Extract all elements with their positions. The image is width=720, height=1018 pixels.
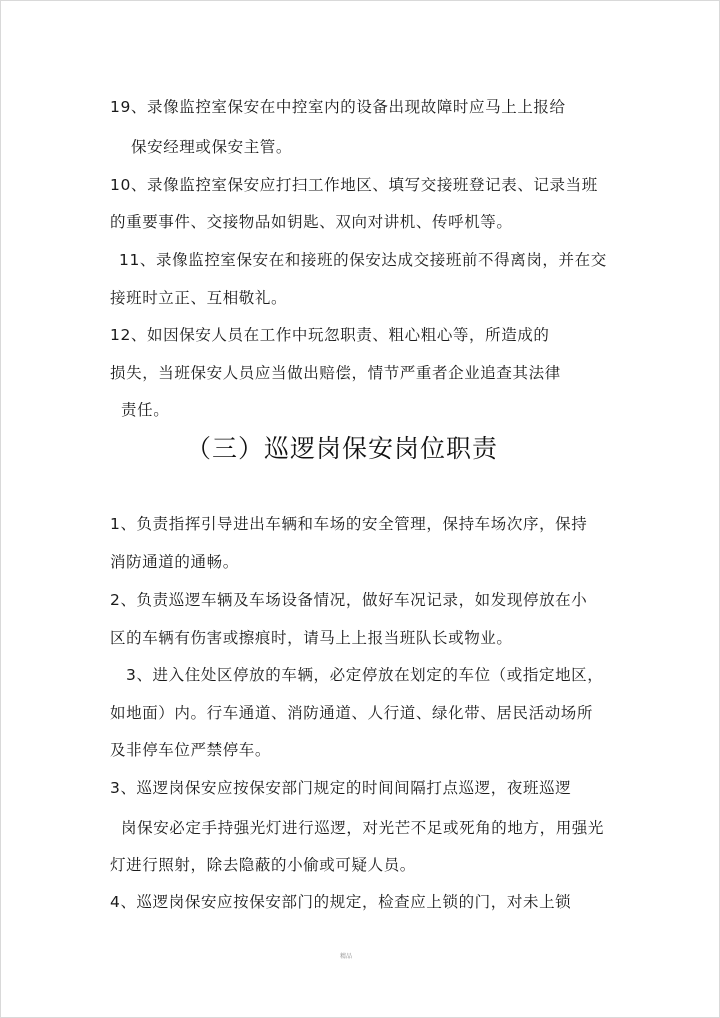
- section-line-3b: 如地面）内。行车通道、消防通道、人行道、绿化带、居民活动场所: [110, 704, 594, 722]
- section-line-3e: 岗保安必定手持强光灯进行巡逻，对光芒不足或死角的地方，用强光: [121, 819, 605, 837]
- section-line-2a: 2、负责巡逻车辆及车场设备情况，做好车况记录，如发现停放在小: [110, 591, 588, 609]
- text-line-10b: 的重要事件、交接物品如钥匙、双向对讲机、传呼机等。: [110, 213, 513, 231]
- text-line-12b: 损失，当班保安人员应当做出赔偿，情节严重者企业追查其法律: [110, 364, 561, 382]
- section-line-1b: 消防通道的通畅。: [110, 553, 239, 571]
- section-title: （三）巡逻岗保安岗位职责: [186, 434, 499, 463]
- section-line-3f: 灯进行照射，除去隐蔽的小偷或可疑人员。: [110, 856, 416, 874]
- text-line-11a: 11、录像监控室保安在和接班的保安达成交接班前不得离岗，并在交: [119, 251, 607, 269]
- text-line-11b: 接班时立正、互相敬礼。: [110, 289, 288, 307]
- text-line-19a: 19、录像监控室保安在中控室内的设备出现故障时应马上上报给: [110, 98, 566, 116]
- page-footer: 精品: [340, 953, 353, 960]
- section-line-3d: 3、巡逻岗保安应按保安部门规定的时间间隔打点巡逻，夜班巡逻: [110, 779, 572, 797]
- section-line-1a: 1、负责指挥引导进出车辆和车场的安全管理，保持车场次序，保持: [110, 515, 588, 533]
- section-line-3a: 3、进入住处区停放的车辆，必定停放在划定的车位（或指定地区，: [126, 666, 604, 684]
- section-line-2b: 区的车辆有伤害或擦痕时，请马上上报当班队长或物业。: [110, 629, 513, 647]
- section-line-3c: 及非停车位严禁停车。: [110, 741, 272, 759]
- text-line-12a: 12、如因保安人员在工作中玩忽职责、粗心粗心等，所造成的: [110, 326, 550, 344]
- text-line-12c: 责任。: [121, 401, 170, 419]
- text-line-10a: 10、录像监控室保安应打扫工作地区、填写交接班登记表、记录当班: [110, 176, 598, 194]
- section-line-4a: 4、巡逻岗保安应按保安部门的规定，检查应上锁的门，对未上锁: [110, 893, 572, 911]
- text-line-19b: 保安经理或保安主管。: [131, 138, 293, 156]
